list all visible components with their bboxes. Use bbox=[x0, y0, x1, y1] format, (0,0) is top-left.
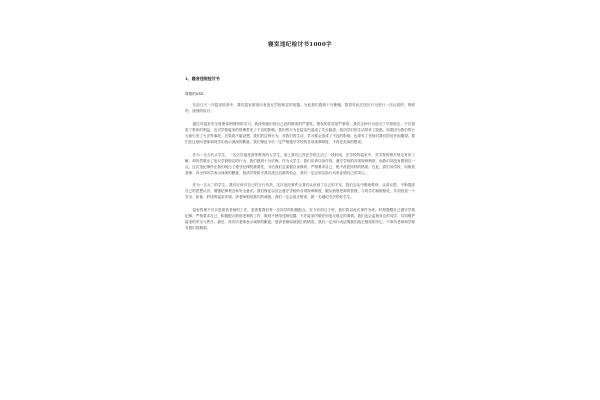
document-title: 寝室违纪检讨书1000字 bbox=[268, 42, 332, 48]
paragraph: 作为一名大二的学生，我们应该对自己的言行负责。这次违纪事件让我们认识到了自己的不足，我们会从中吸取教训，认真反思，不断提高自己的思想认识，增强纪律观念和安全意识。我们保证以后会遵守学校的各项规章制度，服从宿管老师的管理，与同学们和睦相处，共同营造一个安全、和谐、舒适的寝室环境。请老师相信我们的诚意，我们一定会改正错误，做一名遵纪守法的好学生。 bbox=[185, 183, 415, 200]
paragraph: 作为一名当代大学生，一名正在接受高等教育的大学生，加上我们已经在学校生活了一段时间，在学校的寝室中，对学校的相关规定有所了解，却仍然做出了违反学校规定的行为，我们感到十分后悔。作为大学生，我们应该以身作则，遵守学校的各项规章制度，而我们却没有做到这一点。这次违纪事件让我们明白了遵守纪律的重要性，今后我们会加强自身修养，严格要求自己，绝不再犯同样的错误。在此，我们向学校、向宿管老师、向全体同学表示深深的歉意，恳请学校给予我们改过自新的机会，我们一定会用实际行动来证明自己的决心。 bbox=[185, 152, 415, 175]
paragraph: 寝舍管理不仅仅是宿管老师的工作，更需要我们每一位同学的积极配合。在今后的日子里，我们将以此次事件为戒，时刻提醒自己遵守学校纪律，严格要求自己，积极配合宿管老师的工作，做到不使用违规电器，不在寝室内做任何违反规定的事情。我们也会监督身边的同学，共同维护寝室的安全与秩序。最后，再次向老师表示诚挚的歉意，恳请老师原谅我们的错误，我们一定用行动证明我们改正错误的决心，不辜负老师和学校对我们的期望。 bbox=[185, 208, 415, 230]
paragraph: 通过对寝室安全管理条例细则的学习，我深刻意识到自己犯的错误的严重性。错误的性质是严重的。我们这种行为违反了学校规定，不仅损害了集体的利益，也对学校寝室的管理带来了不良的影响。我们的行为在寝室内造成了安全隐患，给同学们的生活带来了隐患。如果因为我们的行为而引发了火灾等事故，后果将不堪设想。我们的这种行为，对我们的生活、学习都会造成了不良的影响，也辜负了老师对我们的信任和期望。我们在这里向老师和同学们表示深深的歉意，我们保证今后一定严格遵守学校的各项规章制度，不再犯类似的错误。 bbox=[185, 122, 415, 144]
section-heading: 1、寝舍违规检讨书 bbox=[185, 76, 220, 81]
salutation: 尊敬的XXX： bbox=[185, 92, 208, 96]
document-body bbox=[185, 40, 415, 239]
paragraph: 在前几天一次寝室检查中，我们寝室被查出有违反学校规定的电器。为此我们感到十分惭愧，我将对此次违反行为进行一次认真的、彻底的、深刻的检讨。 bbox=[185, 103, 415, 114]
